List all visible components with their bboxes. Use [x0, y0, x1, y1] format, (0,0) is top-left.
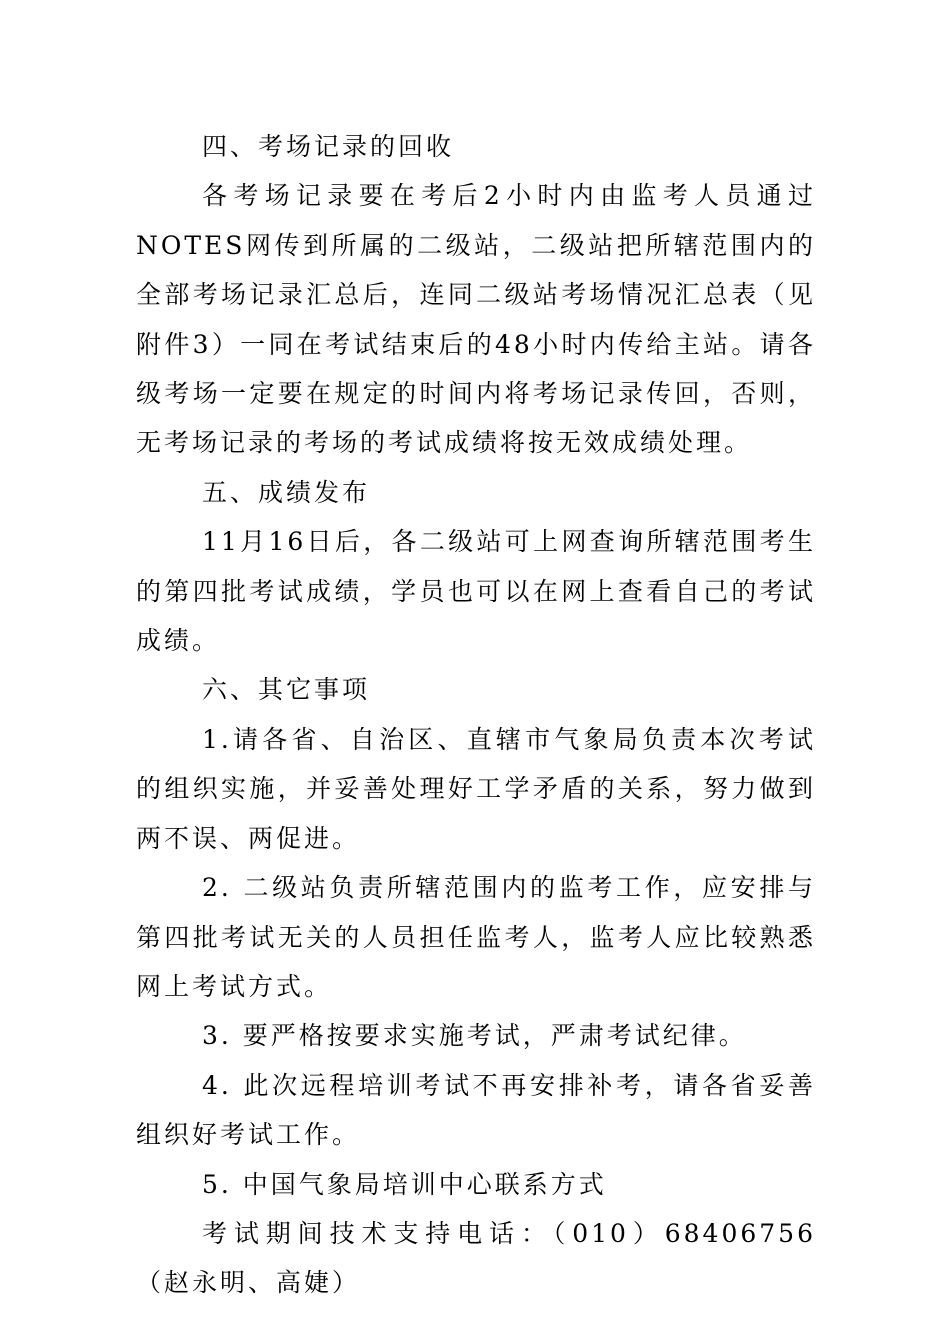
document-page	[136, 122, 816, 1308]
section-heading-record-collection: 四、考场记录的回收	[202, 132, 455, 161]
list-item-2: 2. 二级站负责所辖范围内的监考工作，应安排与第四批考试无关的人员担任监考人，监考人应比较熟悉网上考试方式。	[136, 873, 816, 1001]
section-heading-score-release: 五、成绩发布	[202, 477, 371, 507]
paragraph-record-collection: 各考场记录要在考后2小时内由监考人员通过NOTES网传到所属的二级站，二级站把所辖范围内的全部考场记录汇总后，连同二级站考场情况汇总表（见附件3）一同在考试结束后的48小时内传给主站。请各级考场一定要在规定的时间内将考场记录传回，否则，无考场记录的考场的考试成绩将按无效成绩处理。	[136, 181, 816, 458]
section-heading-other-matters: 六、其它事项	[202, 675, 371, 705]
list-item-1: 1.请各省、自治区、直辖市气象局负责本次考试的组织实施，并妥善处理好工学矛盾的关系，努力做到两不误、两促进。	[136, 724, 816, 853]
list-item-4: 4. 此次远程培训考试不再安排补考，请各省妥善组织好考试工作。	[136, 1070, 816, 1150]
paragraph-score-release: 11月16日后，各二级站可上网查询所辖范围考生的第四批考试成绩，学员也可以在网上查看自己的考试成绩。	[136, 527, 816, 656]
list-item-3: 3. 要严格按要求实施考试，严肃考试纪律。	[202, 1021, 747, 1051]
contact-phone-paragraph: 考试期间技术支持电话：（010）68406756（赵永明、高婕）	[136, 1218, 816, 1298]
list-item-5: 5. 中国气象局培训中心联系方式	[202, 1169, 607, 1199]
